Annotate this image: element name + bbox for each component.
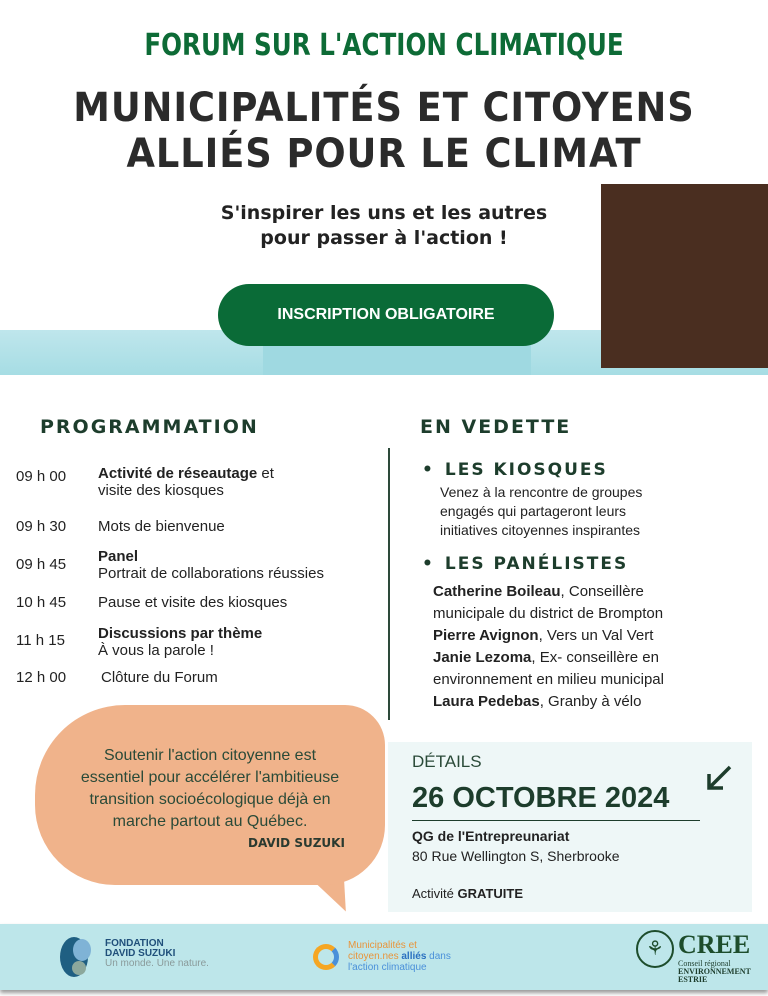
image-placeholder	[601, 184, 768, 368]
activity-bold: Panel	[98, 548, 139, 565]
main-title-line1: MUNICIPALITÉS ET CITOYENS	[73, 85, 695, 131]
event-date: 26 OCTOBRE 2024	[412, 782, 670, 814]
suzuki-text: FONDATION DAVID SUZUKI Un monde. Une nature.	[105, 938, 209, 969]
activity: Clôture du Forum	[101, 669, 218, 686]
registration-button[interactable]: INSCRIPTION OBLIGATOIRE	[218, 284, 554, 346]
panelist: Laura Pedebas, Granby à vélo	[433, 693, 642, 710]
time: 10 h 45	[16, 594, 67, 611]
activity-bold: Discussions par thème	[98, 625, 263, 642]
activity	[98, 465, 274, 499]
address: 80 Rue Wellington S, Sherbrooke	[412, 848, 620, 864]
column-divider	[388, 448, 390, 720]
activity: Pause et visite des kiosques	[98, 594, 288, 611]
cree-text: Conseil régional ENVIRONNEMENT ESTRIE	[678, 959, 751, 984]
kiosques-text	[440, 483, 642, 540]
time: 09 h 30	[16, 518, 67, 535]
activity	[98, 548, 324, 582]
arrow-down-left-icon	[704, 764, 734, 794]
suzuki-logo	[58, 936, 94, 978]
activity-text: et	[257, 465, 274, 482]
activity	[98, 625, 262, 659]
panelist: Catherine Boileau, Conseillère	[433, 583, 644, 600]
footer	[0, 924, 768, 990]
activity-text2: Portrait de collaborations réussies	[98, 565, 324, 582]
text-line: Venez à la rencontre de groupes	[440, 484, 643, 500]
subtitle-line2: pour passer à l'action !	[260, 227, 508, 249]
municipalites-logo	[313, 944, 339, 970]
time: 11 h 15	[16, 632, 65, 649]
activity-text2: visite des kiosques	[98, 482, 224, 499]
price: Activité GRATUITE	[412, 886, 523, 901]
time: 09 h 45	[16, 556, 67, 573]
divider	[412, 820, 700, 821]
details-label: DÉTAILS	[412, 752, 482, 771]
main-title-line2: ALLIÉS POUR LE CLIMAT	[126, 131, 642, 177]
vedette-heading: EN VEDETTE	[420, 416, 572, 438]
quote-author: DAVID SUZUKI	[248, 836, 345, 850]
panelists-list	[433, 581, 664, 713]
panelist: municipale du district de Brompton	[433, 605, 664, 622]
panelist: environnement en milieu municipal	[433, 671, 664, 688]
forum-title: FORUM SUR L'ACTION CLIMATIQUE	[144, 28, 624, 63]
cree-name: CREE	[678, 930, 751, 959]
activity-bold: Activité de réseautage	[98, 465, 258, 482]
kiosques-title: • LES KIOSQUES	[422, 460, 608, 480]
details-box	[388, 742, 752, 912]
text-line: initiatives citoyennes inspirantes	[440, 522, 640, 538]
venue: QG de l'Entrepreunariat	[412, 828, 570, 844]
time: 12 h 00	[16, 669, 67, 686]
panelistes-title: • LES PANÉLISTES	[422, 554, 628, 574]
text-line: engagés qui partageront leurs	[440, 503, 627, 519]
time: 09 h 00	[16, 468, 67, 485]
programme-heading: PROGRAMMATION	[40, 416, 259, 438]
quote-text: Soutenir l'action citoyenne est essentiel pour accélérer l'ambitieuse transition socioécologique déjà en marche partout au Québec.	[80, 747, 340, 830]
activity: Mots de bienvenue	[98, 518, 225, 535]
panelist: Pierre Avignon, Vers un Val Vert	[433, 627, 654, 644]
subtitle-line1: S'inspirer les uns et les autres	[220, 202, 548, 224]
cree-logo-icon: ⚘	[636, 930, 674, 968]
municipalites-text: Municipalités et citoyen.nes alliés dans l'action climatique	[348, 940, 451, 973]
panelist: Janie Lezoma, Ex- conseillère en	[433, 649, 659, 666]
activity-text2: À vous la parole !	[98, 642, 214, 659]
